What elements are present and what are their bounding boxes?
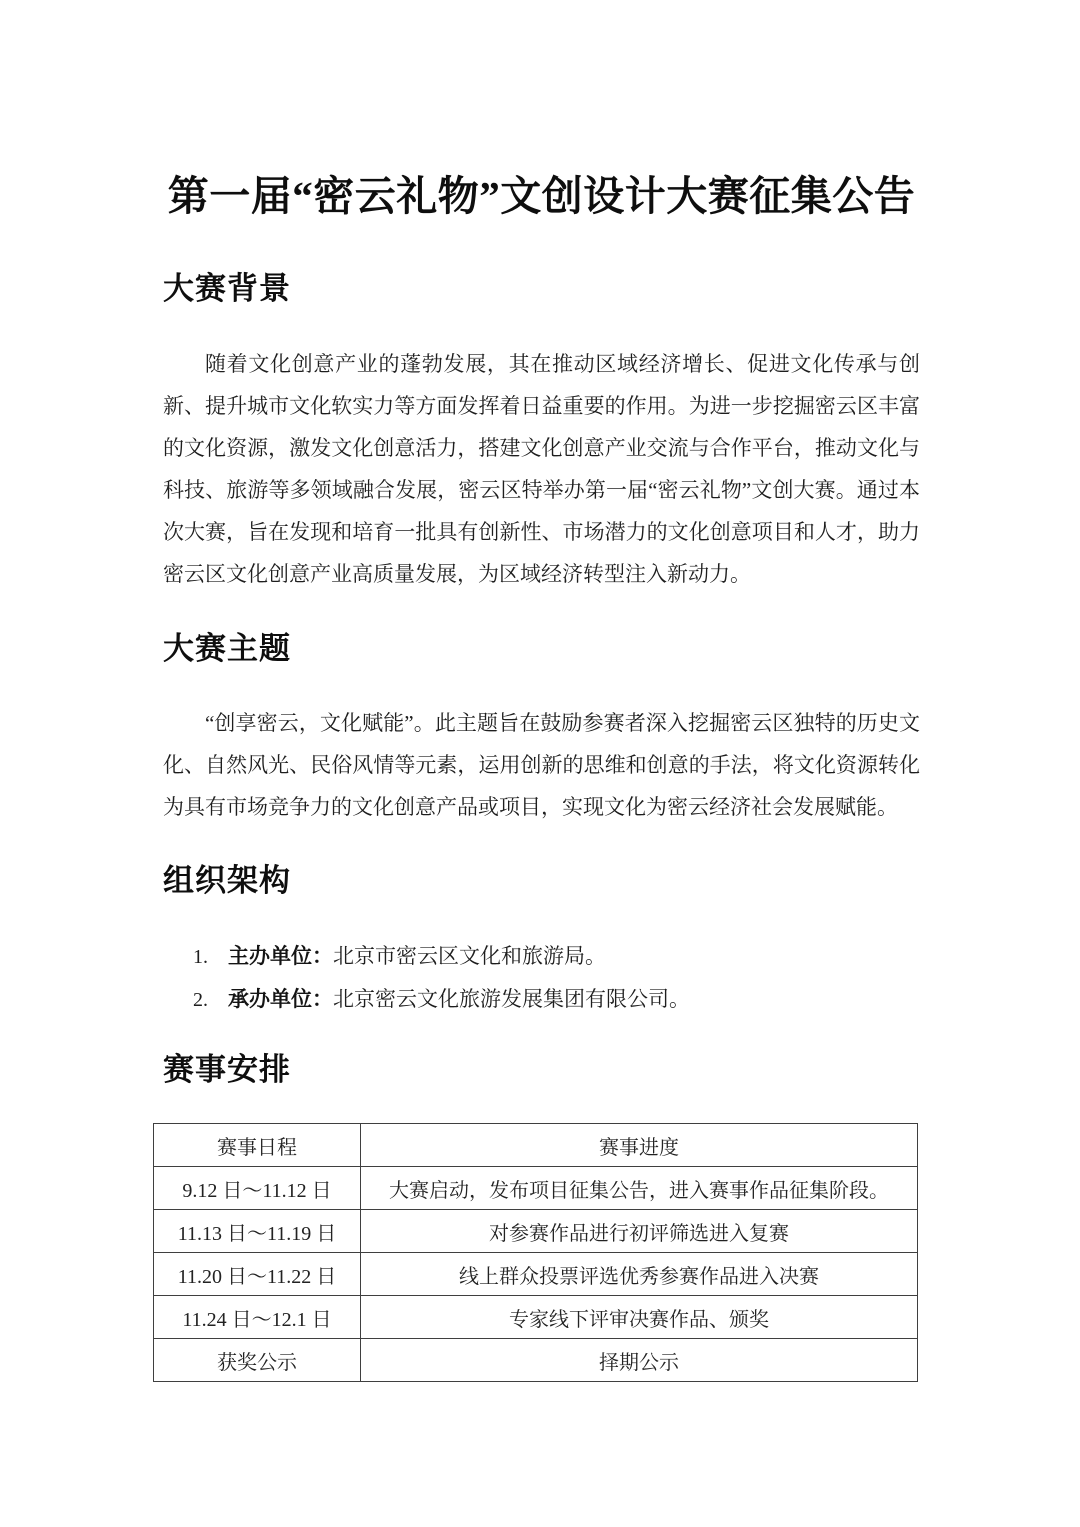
list-item-body <box>228 978 690 1021</box>
table-cell-progress: 专家线下评审决赛作品、颁奖 <box>361 1296 918 1339</box>
section-heading-background: 大赛背景 <box>163 271 291 306</box>
table-row <box>154 1167 918 1210</box>
list-item-label: 主办单位： <box>228 945 333 968</box>
list-item-body <box>228 935 606 978</box>
section-heading-theme: 大赛主题 <box>163 631 291 666</box>
list-item-text: 北京市密云区文化和旅游局。 <box>333 944 606 968</box>
table-header-progress: 赛事进度 <box>361 1124 918 1167</box>
list-item-organizer <box>193 978 920 1021</box>
document-title: 第一届“密云礼物”文创设计大赛征集公告 <box>167 173 916 219</box>
table-header-date: 赛事日程 <box>154 1124 361 1167</box>
table-header-row <box>154 1124 918 1167</box>
table-cell-date: 获奖公示 <box>154 1339 361 1382</box>
table-cell-date: 11.13 日～11.19 日 <box>154 1210 361 1253</box>
list-item-text: 北京密云文化旅游发展集团有限公司。 <box>333 987 690 1011</box>
table-row <box>154 1253 918 1296</box>
list-item-label: 承办单位： <box>228 988 333 1011</box>
list-item-host <box>193 935 920 978</box>
table-cell-progress: 择期公示 <box>361 1339 918 1382</box>
theme-paragraph: “创享密云，文化赋能”。此主题旨在鼓励参赛者深入挖掘密云区独特的历史文化、自然风光、民俗风情等元素，运用创新的思维和创意的手法，将文化资源转化为具有市场竞争力的文化创意产品或项目，实现文化为密云经济社会发展赋能。 <box>163 711 920 819</box>
table-cell-date: 11.20 日～11.22 日 <box>154 1253 361 1296</box>
table-row <box>154 1339 918 1382</box>
table-row <box>154 1296 918 1339</box>
list-number: 2. <box>193 989 208 1011</box>
table-cell-progress: 大赛启动，发布项目征集公告，进入赛事作品征集阶段。 <box>361 1167 918 1210</box>
section-heading-organization: 组织架构 <box>163 863 291 898</box>
organization-list <box>163 935 920 1021</box>
table-cell-date: 9.12 日～11.12 日 <box>154 1167 361 1210</box>
section-heading-schedule: 赛事安排 <box>163 1052 291 1087</box>
table-cell-progress: 对参赛作品进行初评筛选进入复赛 <box>361 1210 918 1253</box>
table-cell-date: 11.24 日～12.1 日 <box>154 1296 361 1339</box>
table-row <box>154 1210 918 1253</box>
schedule-table <box>153 1123 918 1382</box>
table-cell-progress: 线上群众投票评选优秀参赛作品进入决赛 <box>361 1253 918 1296</box>
list-number: 1. <box>193 946 208 968</box>
background-paragraph: 随着文化创意产业的蓬勃发展，其在推动区域经济增长、促进文化传承与创新、提升城市文化软实力等方面发挥着日益重要的作用。为进一步挖掘密云区丰富的文化资源，激发文化创意活力，搭建文化创意产业交流与合作平台，推动文化与科技、旅游等多领域融合发展，密云区特举办第一届“密云礼物”文创大赛。通过本次大赛，旨在发现和培育一批具有创新性、市场潜力的文化创意项目和人才，助力密云区文化创意产业高质量发展，为区域经济转型注入新动力。 <box>163 352 920 586</box>
